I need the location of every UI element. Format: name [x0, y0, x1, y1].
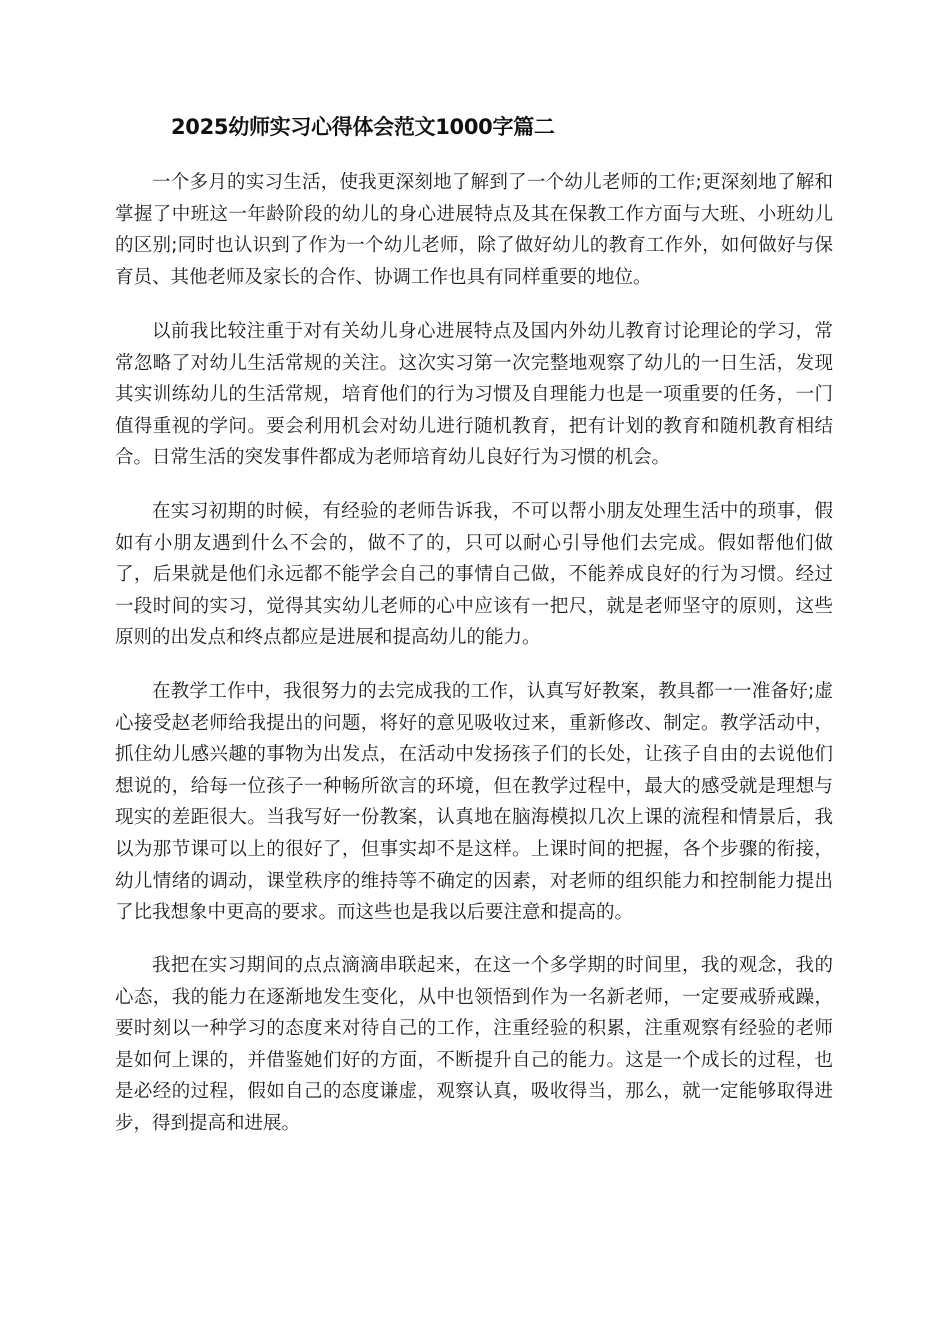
- document-title: 2025幼师实习心得体会范文1000字篇二: [171, 115, 555, 139]
- paragraph-3: 在实习初期的时候，有经验的老师告诉我，不可以帮小朋友处理生活中的琐事，假如有小朋友遇到什么不会的，做不了的，只可以耐心引导他们去完成。假如帮他们做了，后果就是他们永远都不能学会自己的事情自己做，不能养成良好的行为习惯。经过一段时间的实习，觉得其实幼儿老师的心中应该有一把尺，就是老师坚守的原则，这些原则的出发点和终点都应是进展和提高幼儿的能力。: [115, 501, 833, 649]
- paragraph-1: 一个多月的实习生活，使我更深刻地了解到了一个幼儿老师的工作;更深刻地了解和掌握了中班这一年龄阶段的幼儿的身心进展特点及其在保教工作方面与大班、小班幼儿的区别;同时也认识到了作为一个幼儿老师，除了做好幼儿的教育工作外，如何做好与保育员、其他老师及家长的合作、协调工作也具有同样重要的地位。: [115, 172, 833, 288]
- paragraph-4: 在教学工作中，我很努力的去完成我的工作，认真写好教案，教具都一一准备好;虚心接受赵老师给我提出的问题，将好的意见吸收过来，重新修改、制定。教学活动中，抓住幼儿感兴趣的事物为出发点，在活动中发扬孩子们的长处，让孩子自由的去说他们想说的，给每一位孩子一种畅所欲言的环境，但在教学过程中，最大的感受就是理想与现实的差距很大。当我写好一份教案，认真地在脑海模拟几次上课的流程和情景后，我以为那节课可以上的很好了，但事实却不是这样。上课时间的把握，各个步骤的衔接，幼儿情绪的调动，课堂秩序的维持等不确定的因素，对老师的组织能力和控制能力提出了比我想象中更高的要求。而这些也是我以后要注意和提高的。: [115, 681, 833, 924]
- paragraph-2: 以前我比较注重于对有关幼儿身心进展特点及国内外幼儿教育讨论理论的学习，常常忽略了对幼儿生活常规的关注。这次实习第一次完整地观察了幼儿的一日生活，发现其实训练幼儿的生活常规，培育他们的行为习惯及自理能力也是一项重要的任务，一门值得重视的学问。要会利用机会对幼儿进行随机教育，把有计划的教育和随机教育相结合。日常生活的突发事件都成为老师培育幼儿良好行为习惯的机会。: [115, 321, 833, 469]
- paragraph-5: 我把在实习期间的点点滴滴串联起来，在这一个多学期的时间里，我的观念，我的心态，我的能力在逐渐地发生变化，从中也领悟到作为一名新老师，一定要戒骄戒躁，要时刻以一种学习的态度来对待自己的工作，注重经验的积累，注重观察有经验的老师是如何上课的，并借鉴她们好的方面，不断提升自己的能力。这是一个成长的过程，也是必经的过程，假如自己的态度谦虚，观察认真，吸收得当，那么，就一定能够取得进步，得到提高和进展。: [115, 955, 833, 1134]
